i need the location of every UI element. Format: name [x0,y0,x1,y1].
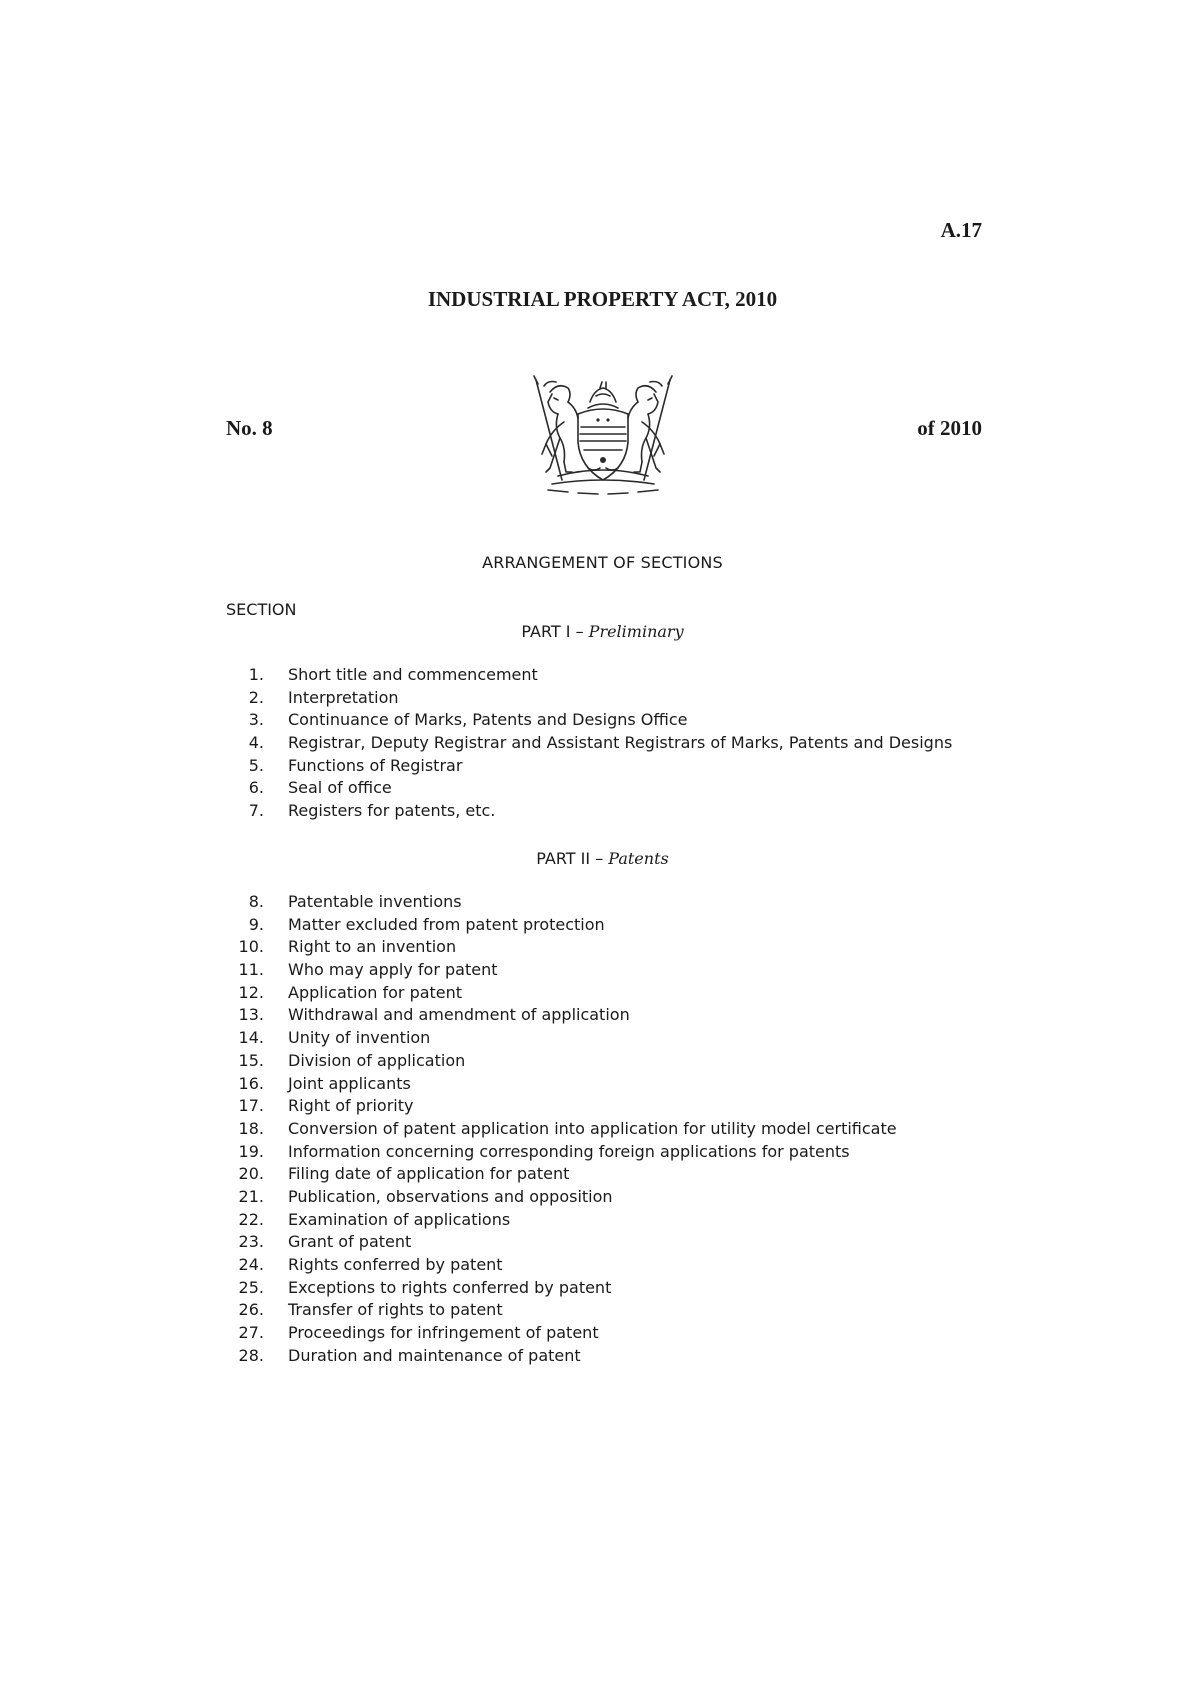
list-item [226,1322,599,1345]
section-title: Application for patent [288,982,463,1002]
act-number: No. 8 [226,416,273,440]
list-item [226,1277,612,1300]
act-year: of 2010 [917,416,982,440]
section-title: Short title and commencement [288,665,538,684]
part-heading [0,622,1200,641]
section-title: Unity of invention [288,1028,431,1048]
part-heading [0,849,1200,868]
section-number: 8. [248,892,264,911]
arrangement-heading: ARRANGEMENT OF SECTIONS [482,553,723,572]
part-prefix: PART I – [521,622,589,641]
section-title: Interpretation [288,687,399,707]
section-number: 28. [238,1345,264,1365]
section-title: Right of priority [288,1096,414,1116]
section-number: 23. [238,1232,264,1252]
list-item [226,1118,897,1141]
section-title: Division of application [288,1050,466,1070]
coat-of-arms-emblem [528,372,678,497]
list-item [226,732,953,755]
section-number: 10. [238,937,264,957]
section-title: Right to an invention [288,937,457,957]
section-number: 22. [238,1209,264,1229]
list-item [226,1345,581,1368]
list-item [226,1141,850,1164]
section-number: 17. [238,1096,264,1116]
section-number: 13. [238,1005,264,1025]
list-item [226,1004,630,1027]
section-column-label: SECTION [226,600,297,619]
list-item [226,982,463,1005]
section-list-part-1 [226,664,953,823]
list-item [226,959,498,982]
list-item [226,1209,511,1232]
list-item [226,800,496,823]
section-number: 3. [248,710,264,730]
section-title: Proceedings for infringement of patent [288,1323,599,1343]
list-item [226,777,392,800]
section-title: Who may apply for patent [288,960,498,980]
list-item [226,1231,412,1254]
section-number: 9. [248,914,264,934]
part-prefix: PART II – [536,849,609,868]
part-name: Preliminary [588,622,684,641]
section-title: Information concerning corresponding foreign applications for patents [288,1141,850,1161]
section-number: 16. [238,1073,264,1093]
list-item [226,1073,411,1096]
section-title: Exceptions to rights conferred by patent [288,1277,612,1297]
section-title: Continuance of Marks, Patents and Designs Office [288,710,688,730]
section-title: Transfer of rights to patent [288,1300,503,1320]
list-item [226,891,462,914]
section-number: 18. [238,1118,264,1138]
section-number: 7. [248,801,264,821]
list-item [226,1050,466,1073]
list-item [226,1027,431,1050]
section-title: Conversion of patent application into application for utility model certificate [288,1118,897,1138]
list-item [226,1299,503,1322]
section-number: 26. [238,1300,264,1320]
list-item [226,1254,503,1277]
page-number: A.17 [940,218,982,242]
section-title: Withdrawal and amendment of application [288,1005,630,1025]
section-number: 1. [248,665,264,684]
list-item [226,914,605,937]
section-number: 27. [238,1323,264,1343]
section-number: 20. [238,1164,264,1184]
list-item [226,1163,570,1186]
section-number: 24. [238,1255,264,1274]
section-number: 15. [238,1050,264,1070]
list-item [226,936,457,959]
list-item [226,1186,613,1209]
section-title: Seal of office [288,778,392,798]
list-item [226,687,399,710]
section-title: Filing date of application for patent [288,1164,570,1184]
section-title: Grant of patent [288,1232,412,1252]
section-title: Publication, observations and opposition [288,1186,613,1206]
section-title: Joint applicants [288,1073,411,1093]
section-number: 2. [248,687,264,707]
list-item [226,709,688,732]
section-title: Functions of Registrar [288,755,463,775]
act-title: INDUSTRIAL PROPERTY ACT, 2010 [427,287,778,311]
section-title: Duration and maintenance of patent [288,1345,581,1365]
section-number: 19. [238,1141,264,1161]
list-item [226,664,538,687]
section-title: Registrar, Deputy Registrar and Assistant Registrars of Marks, Patents and Designs [288,733,953,753]
section-number: 6. [248,778,264,798]
section-number: 4. [248,733,264,753]
section-number: 5. [248,755,264,775]
section-number: 25. [238,1277,264,1297]
section-number: 11. [238,960,264,980]
list-item [226,1095,414,1118]
list-item [226,755,463,778]
section-title: Patentable inventions [288,892,462,911]
section-title: Examination of applications [288,1209,511,1229]
section-title: Matter excluded from patent protection [288,914,605,934]
part-name: Patents [608,849,669,868]
section-number: 14. [238,1028,264,1048]
section-list-part-2 [226,891,897,1367]
section-title: Rights conferred by patent [288,1255,503,1274]
section-number: 21. [238,1186,264,1206]
section-title: Registers for patents, etc. [288,801,496,821]
section-number: 12. [238,982,264,1002]
